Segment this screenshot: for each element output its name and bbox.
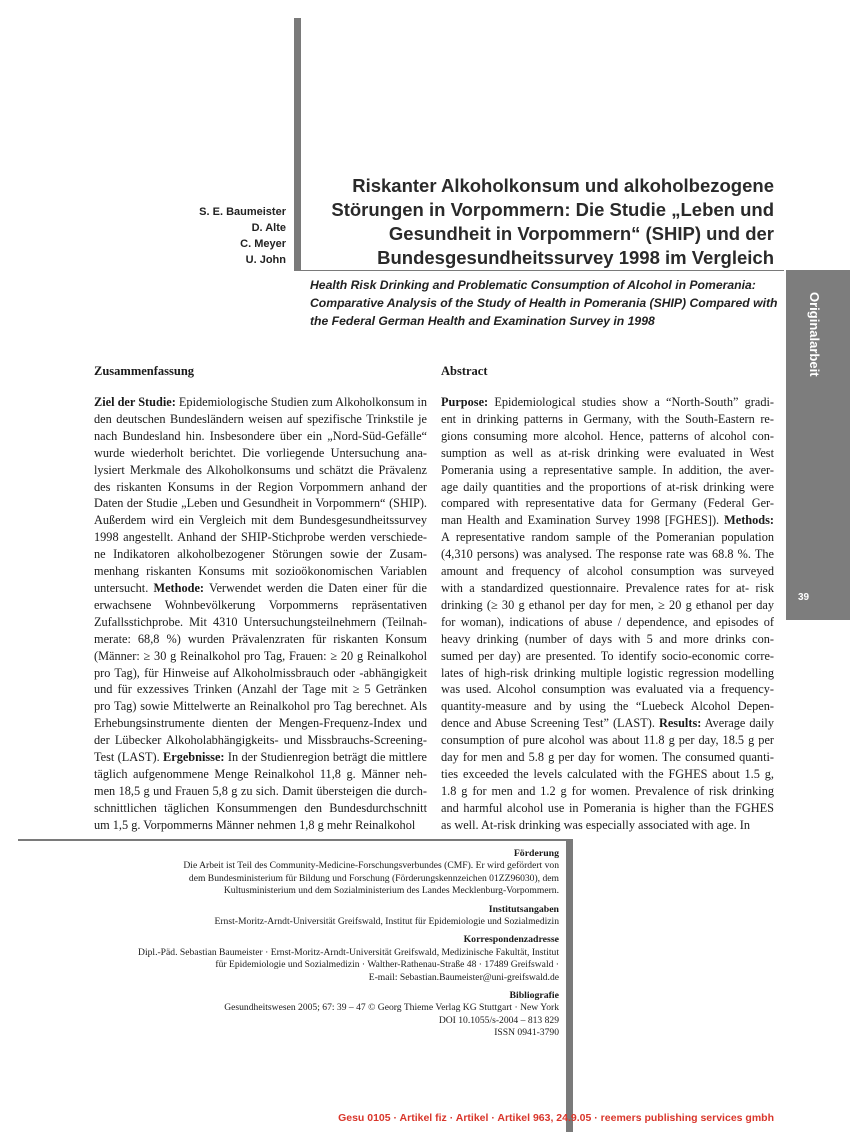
text-run: Pomerania using a representative sample. In addition, the aver- (441, 462, 774, 477)
info-heading: Bibliografie (509, 990, 559, 1002)
text-line (441, 648, 774, 665)
text-run: sumption as well as at-risk drinking were evaluated in West (441, 445, 774, 460)
text-line (441, 732, 774, 749)
author-list (150, 204, 286, 268)
text-run: amount and frequency of alcohol consumption was surveyed (441, 564, 774, 579)
zusammenfassung-body (94, 394, 427, 834)
text-line (441, 631, 774, 648)
abstract-body (441, 394, 774, 834)
abstract-heading: Abstract (441, 364, 488, 378)
title-line: Bundesgesundheitssurvey 1998 im Vergleich (377, 247, 774, 268)
subtitle-line: the Federal German Health and Examination Survey in 1998 (310, 314, 655, 328)
text-line (441, 817, 774, 834)
info-heading: Korrespondenzadresse (463, 934, 559, 946)
info-rule (18, 839, 573, 841)
text-run: with a standardized questionnaire. Prevalence rates for at- risk (441, 580, 774, 595)
text-line (441, 512, 774, 529)
text-line (94, 749, 427, 766)
info-line: Ernst-Moritz-Arndt-Universität Greifswald, Institut für Epidemiologie und Sozialmedizin (214, 916, 559, 928)
text-line (94, 665, 427, 682)
info-line: Kultusministerium und dem Sozialministerium des Landes Mecklenburg-Vorpommern. (223, 885, 559, 897)
text-run: der Lübecker Alkoholabhängigkeits- und Missbrauchs-Screening- (94, 733, 427, 748)
article-title (306, 174, 774, 270)
text-run: des riskanten Konsums in der Region Vorpommern anhand der (94, 479, 427, 494)
text-line (441, 783, 774, 800)
section-label-inline: Methode: (153, 580, 205, 595)
section-label-inline: Ziel der Studie: (94, 395, 176, 409)
text-run: sumed per day) are presented. To identify socio-economic corre- (441, 648, 774, 663)
text-run: merate: 68,8 %) wurden Prävalenzraten für riskanten Konsum (94, 631, 427, 646)
text-run: drinking (≥ 30 g ethanol per day for men, ≥ 20 g ethanol per day (441, 597, 774, 612)
article-info-box (60, 848, 559, 1040)
text-run: Außerdem wird ein Vergleich mit dem Bundesgesundheitssurvey (94, 513, 427, 528)
text-run: dence and Abuse Screening Test” (LAST). (441, 716, 659, 731)
text-run: Epidemiologische Studien zum Alkoholkonsum in (175, 395, 427, 409)
text-run: quantity-measure and by using the “Luebeck Alcohol Depen- (441, 699, 774, 714)
text-line (441, 800, 774, 817)
text-run: täglich aufgenommene Menge Reinalkohol 11,8 g. Männer neh- (94, 766, 427, 781)
text-line (441, 546, 774, 563)
text-line (94, 445, 427, 462)
info-line: Gesundheitswesen 2005; 67: 39 – 47 © Georg Thieme Verlag KG Stuttgart · New York (224, 1002, 559, 1014)
text-line (441, 580, 774, 597)
text-run: 1998 angestellt. Anhand der SHIP-Stichprobe werden verschiede- (94, 530, 427, 545)
author-name: C. Meyer (240, 238, 286, 250)
text-run: Erhebungsinstrumente dienten der Mengen-Frequenz-Index und (94, 716, 427, 731)
text-run: lysiert Merkmale des Alkoholkonsums und schätzt die Prävalenz (94, 462, 427, 477)
text-line (94, 631, 427, 648)
info-line: Die Arbeit ist Teil des Community-Medicine-Forschungsverbundes (CMF). Er wird gefördert von (183, 860, 559, 872)
section-label: Originalarbeit (807, 292, 822, 377)
text-run: den deutschen Bundesländern weisen auf spezifische Trinkstile je (94, 411, 427, 426)
section-label-inline: Purpose: (441, 395, 489, 409)
text-run: wurde wiederholt berichtet. Die vorliegende Untersuchung ana- (94, 445, 427, 460)
text-line (94, 411, 427, 428)
author-name: U. John (245, 254, 286, 266)
text-line (94, 597, 427, 614)
print-footer: Gesu 0105 · Artikel fiz · Artikel · Artikel 963, 24.9.05 · reemers publishing services gmbh (338, 1112, 774, 1124)
text-run: day for men and 5.8 g per day for women. The consumed quanti- (441, 750, 774, 765)
text-run: age daily quantities and the proportions of at-risk drinking were (441, 479, 774, 494)
text-line (441, 766, 774, 783)
text-run: pro Tag), für Hinweise auf Alkoholmissbrauch oder -abhängigkeit (94, 665, 427, 680)
text-run: for woman), indications of abuse / dependence, and episodes of (441, 614, 774, 629)
text-line (94, 648, 427, 665)
text-run: menhang riskanten Konsums mit sozioökonomischen Variablen (94, 564, 427, 579)
info-heading: Förderung (513, 848, 559, 859)
text-run: nach Bundesland hin. Insbesondere über ein „Nord-Süd-Gefälle“ (94, 428, 427, 443)
bottom-vertical-bar (566, 840, 573, 1132)
subtitle-line: Comparative Analysis of the Study of Health in Pomerania (SHIP) Compared with (310, 296, 778, 310)
text-line (94, 512, 427, 529)
text-run: Epidemiological studies show a “North-South” gradi- (488, 395, 774, 409)
author-name: S. E. Baumeister (199, 206, 286, 218)
text-line (441, 698, 774, 715)
text-line (441, 749, 774, 766)
text-run: untersucht. (94, 580, 154, 595)
text-line (94, 681, 427, 698)
text-run: Average daily (701, 716, 774, 731)
text-run: (Männer: ≥ 30 g Reinalkohol pro Tag, Frauen: ≥ 20 g Reinalkohol (94, 648, 427, 663)
section-label-inline: Results: (658, 716, 702, 731)
text-line (441, 597, 774, 614)
info-heading: Institutsangaben (488, 903, 559, 915)
text-run: ent in drinking patterns in Germany, with the South-Eastern re- (441, 411, 774, 426)
text-line (441, 681, 774, 698)
text-line (94, 614, 427, 631)
text-line (94, 428, 427, 445)
text-line (441, 495, 774, 512)
text-run: Daten der Studie „Leben und Gesundheit in Vorpommern“ (SHIP). (94, 496, 427, 511)
text-line (94, 546, 427, 563)
text-run: Zufallsstichprobe. Mit 4310 Untersuchungsteilnehmern (Teilnah- (94, 614, 427, 629)
text-line (441, 715, 774, 732)
text-line (441, 445, 774, 462)
text-run: lates of high-risk drinking multiple logistic regression modelling (441, 665, 774, 680)
text-run: gions consuming more alcohol. Hence, patterns of alcohol con- (441, 428, 774, 443)
text-run: as well. At-risk drinking was especially associated with age. In (441, 817, 751, 832)
info-line: ISSN 0941-3790 (494, 1027, 559, 1039)
text-line (441, 529, 774, 546)
info-line: Dipl.-Päd. Sebastian Baumeister · Ernst-Moritz-Arndt-Universität Greifswald, Medizinische Fakultät, Institut (138, 946, 559, 958)
article-subtitle-english (310, 276, 780, 330)
text-run: ties exceeded the levels calculated with the FGHES about 1.5 g, (441, 766, 774, 781)
text-run: In der Studienregion beträgt die mittlere (224, 750, 427, 765)
title-line: Gesundheit in Vorpommern“ (SHIP) und der (388, 223, 774, 244)
info-line: E-mail: Sebastian.Baumeister@uni-greifswald.de (368, 971, 559, 983)
text-run: A representative random sample of the Pomeranian population (441, 530, 774, 545)
text-line (94, 698, 427, 715)
info-line: dem Bundesministerium für Bildung und Forschung (Förderungskennzeichen 01ZZ96030), dem (188, 872, 559, 884)
title-line: Riskanter Alkoholkonsum und alkoholbezogene (352, 175, 774, 196)
text-run: men 18,5 g und Frauen 5,8 g zu sich. Damit übersteigen die durch- (94, 783, 427, 798)
text-run: (4,310 persons) was analysed. The response rate was 68.8 %. The (441, 547, 774, 562)
text-line (94, 800, 427, 817)
text-run: pro Tag) sowie Mittelwerte an Reinalkohol pro Tag berechnet. Als (94, 699, 427, 714)
text-line (94, 783, 427, 800)
text-line (94, 580, 427, 597)
text-line (94, 479, 427, 496)
text-line (441, 665, 774, 682)
text-line (94, 766, 427, 783)
text-run: man Health and Examination Survey 1998 [FGHES]). (441, 513, 725, 528)
text-run: um 1,5 g. Vorpommerns Männer nehmen 1,8 g mehr Reinalkohol (94, 817, 416, 832)
text-line (94, 529, 427, 546)
text-line (94, 715, 427, 732)
text-run: 1.8 g for men and 1.2 g for women. Prevalence of risk drinking (441, 783, 774, 798)
text-run: and harmful alcohol use in Pomerania is higher than the FGHES (441, 800, 774, 815)
subtitle-line: Health Risk Drinking and Problematic Consumption of Alcohol in Pomerania: (310, 278, 756, 292)
text-run: und für exzessives Trinken (Anzahl der Tage mit ≥ 5 Getränken (94, 682, 427, 697)
section-label-inline: Ergebnisse: (163, 750, 225, 765)
text-run: erwachsene Wohnbevölkerung Vorpommerns repräsentativen (94, 597, 427, 612)
text-line (441, 614, 774, 631)
text-line (441, 563, 774, 580)
text-line (94, 732, 427, 749)
text-run: heavy drinking (number of days with 5 and more drinks con- (441, 631, 774, 646)
text-line (94, 394, 427, 411)
author-name: D. Alte (251, 222, 286, 234)
text-run: compared with representative data for Germany (Federal Ger- (441, 496, 774, 511)
text-line (94, 462, 427, 479)
top-vertical-bar (294, 18, 301, 270)
page-number: 39 (798, 592, 810, 603)
text-run: Verwendet werden die Daten einer für die (204, 580, 428, 595)
text-run: schnittlichen täglichen Konsummengen den Bundesdurchschnitt (94, 800, 427, 815)
text-line (441, 428, 774, 445)
title-rule (294, 270, 784, 271)
text-line (441, 394, 774, 411)
title-line: Störungen in Vorpommern: Die Studie „Leben und (331, 199, 774, 220)
text-line (94, 563, 427, 580)
text-run: Test (LAST). (94, 750, 164, 765)
info-line: für Epidemiologie und Sozialmedizin · Walther-Rathenau-Straße 48 · 17489 Greifswald · (215, 959, 559, 971)
text-line (94, 817, 427, 834)
section-label-inline: Methods: (724, 513, 774, 528)
text-line (94, 495, 427, 512)
text-line (441, 479, 774, 496)
text-line (441, 411, 774, 428)
text-run: was used. Alcohol consumption was evaluated via a frequency- (441, 682, 774, 697)
zusammenfassung-heading: Zusammenfassung (94, 364, 195, 378)
text-line (441, 462, 774, 479)
text-run: consumption of pure alcohol was about 11.8 g per day, 18.5 g per (441, 733, 774, 748)
text-run: ne Indikatoren alkoholbezogener Störungen sowie der Zusam- (94, 547, 427, 562)
info-line: DOI 10.1055/s-2004 – 813 829 (438, 1014, 559, 1026)
